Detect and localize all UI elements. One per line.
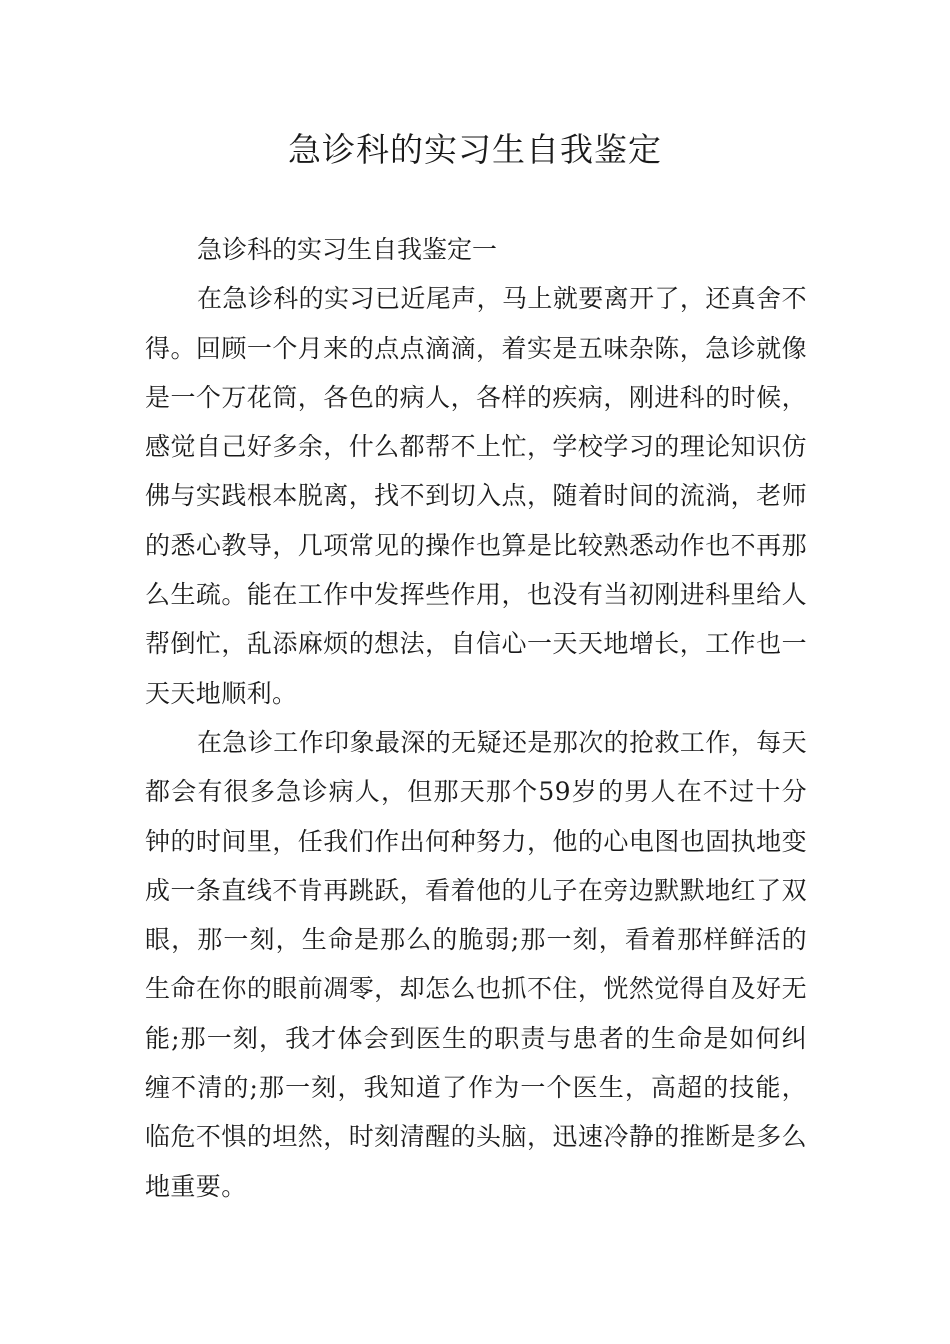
document-title: 急诊科的实习生自我鉴定 <box>288 130 662 169</box>
document-body <box>145 225 807 1211</box>
paragraph-1: 在急诊科的实习已近尾声，马上就要离开了，还真舍不得。回顾一个月来的点点滴滴，着实是五味杂陈，急诊就像是一个万花筒，各色的病人，各样的疾病，刚进科的时候，感觉自己好多余，什么都帮不上忙，学校学习的理论知识仿佛与实践根本脱离，找不到切入点，随着时间的流淌，老师的悉心教导，几项常见的操作也算是比较熟悉动作也不再那么生疏。能在工作中发挥些作用，也没有当初刚进科里给人帮倒忙，乱添麻烦的想法，自信心一天天地增长，工作也一天天地顺利。 <box>145 284 807 708</box>
paragraph-2: 在急诊工作印象最深的无疑还是那次的抢救工作，每天都会有很多急诊病人，但那天那个59岁的男人在不过十分钟的时间里，任我们作出何种努力，他的心电图也固执地变成一条直线不肯再跳跃，看着他的儿子在旁边默默地红了双眼，那一刻，生命是那么的脆弱;那一刻，看着那样鲜活的生命在你的眼前凋零，却怎么也抓不住，恍然觉得自及好无能;那一刻，我才体会到医生的职责与患者的生命是如何纠缠不清的;那一刻，我知道了作为一个医生，高超的技能，临危不惧的坦然，时刻清醒的头脑，迅速冷静的推断是多么地重要。 <box>145 727 807 1201</box>
section-subheading: 急诊科的实习生自我鉴定一 <box>197 235 498 264</box>
